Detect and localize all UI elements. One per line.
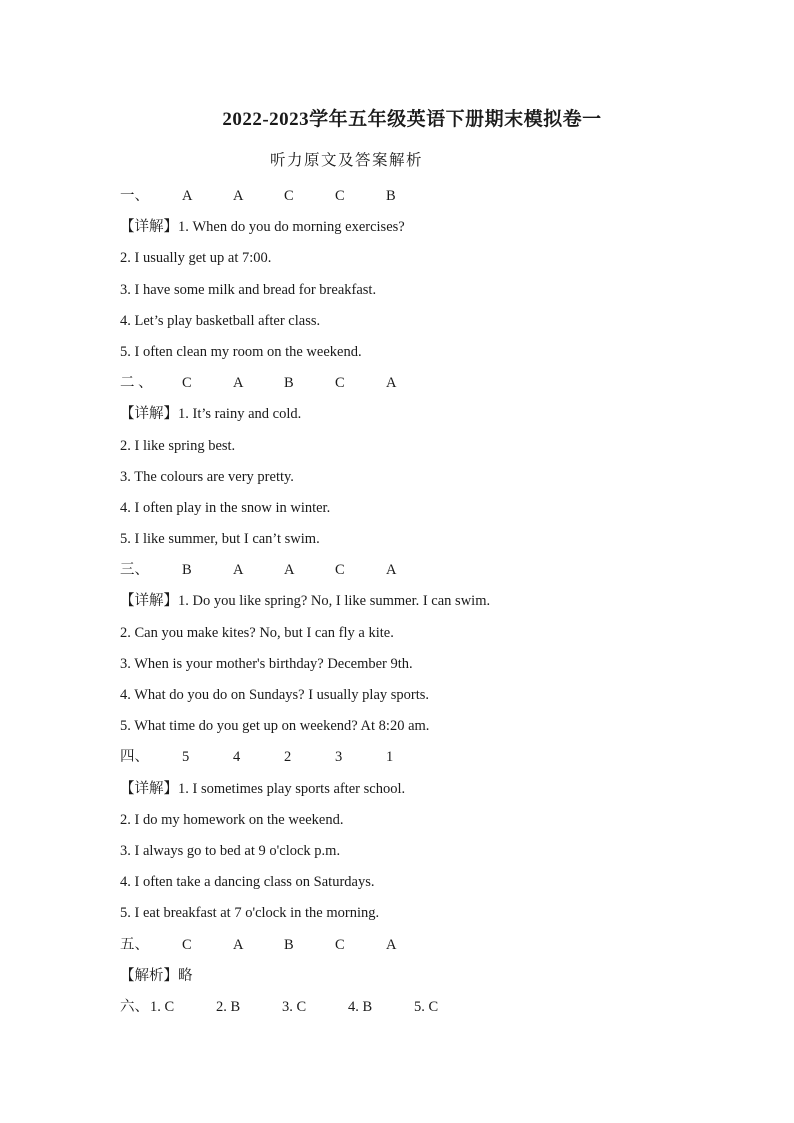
- answer-option: B: [284, 936, 294, 953]
- transcript-text: 4. I often play in the snow in winter.: [120, 499, 331, 516]
- transcript-text: 1. Do you like spring? No, I like summer. I can swim.: [178, 593, 491, 610]
- explanation-line: [120, 807, 740, 838]
- answer-option: C: [335, 562, 345, 579]
- answer-row: [120, 183, 740, 214]
- explanation-line: [120, 464, 740, 495]
- explanation-line: [120, 869, 740, 900]
- explanation-first-line: [120, 214, 740, 245]
- section-number: 六、: [120, 998, 149, 1015]
- transcript-text: 5. What time do you get up on weekend? At 8:20 am.: [120, 718, 430, 735]
- answer-option: 2: [284, 749, 292, 766]
- explanation-line: [120, 433, 740, 464]
- page-subtitle: 听力原文及答案解析: [270, 152, 424, 169]
- answer-option: C: [335, 375, 345, 392]
- explanation-label: 【详解】: [120, 406, 178, 423]
- answer-row: [120, 744, 740, 775]
- transcript-text: 5. I often clean my room on the weekend.: [120, 343, 362, 360]
- answer-item: 3. C: [282, 998, 307, 1015]
- transcript-text: 3. The colours are very pretty.: [120, 468, 294, 485]
- answer-item: 5. C: [414, 998, 439, 1015]
- answer-option: A: [233, 562, 244, 579]
- answer-row: [120, 370, 740, 401]
- answer-option: A: [284, 562, 295, 579]
- answer-row: [120, 932, 740, 963]
- transcript-text: 4. What do you do on Sundays? I usually play sports.: [120, 687, 430, 703]
- explanation-label: 【详解】: [120, 593, 178, 610]
- answer-option: B: [182, 562, 192, 579]
- transcript-text: 2. I do my homework on the weekend.: [120, 811, 344, 828]
- answer-option: B: [386, 188, 396, 204]
- section-number: 一、: [120, 188, 149, 204]
- answer-option: A: [233, 936, 244, 953]
- answer-option: 3: [335, 749, 343, 766]
- transcript-text: 2. Can you make kites? No, but I can fly a kite.: [120, 624, 394, 641]
- explanation-line: [120, 651, 740, 682]
- answer-option: 5: [182, 749, 190, 766]
- answer-option: A: [386, 562, 397, 579]
- transcript-text: 1. It’s rainy and cold.: [178, 406, 302, 423]
- answer-option: A: [386, 375, 397, 392]
- explanation-line: [120, 838, 740, 869]
- section-number: 五、: [120, 936, 149, 953]
- answer-option: 4: [233, 749, 241, 766]
- answer-item: 2. B: [216, 998, 241, 1015]
- answer-option: C: [335, 188, 345, 204]
- explanation-line: [120, 620, 740, 651]
- transcript-text: 略: [178, 967, 193, 984]
- transcript-text: 2. I usually get up at 7:00.: [120, 250, 272, 267]
- answer-option: A: [233, 188, 244, 204]
- explanation-line: [120, 900, 740, 931]
- explanation-first-line: [120, 776, 740, 807]
- explanation-first-line: [120, 588, 740, 619]
- transcript-text: 3. I always go to bed at 9 o'clock p.m.: [120, 842, 341, 859]
- explanation-line: [120, 682, 740, 713]
- explanation-first-line: [120, 963, 740, 994]
- answer-option: A: [386, 936, 397, 953]
- explanation-label: 【详解】: [120, 219, 178, 236]
- answer-option: A: [182, 188, 193, 204]
- transcript-text: 4. Let’s play basketball after class.: [120, 312, 321, 329]
- explanation-label: 【详解】: [120, 780, 178, 797]
- answer-item: 4. B: [348, 998, 373, 1015]
- answer-option: C: [182, 936, 192, 953]
- explanation-line: [120, 339, 740, 370]
- transcript-text: 3. I have some milk and bread for breakfast.: [120, 281, 377, 298]
- section-six-row: [120, 994, 740, 1025]
- answer-option: B: [284, 375, 294, 392]
- answer-option: 1: [386, 749, 394, 766]
- explanation-line: [120, 713, 740, 744]
- answer-option: C: [335, 936, 345, 953]
- section-number: 三、: [120, 562, 149, 579]
- transcript-text: 2. I like spring best.: [120, 437, 236, 454]
- answer-option: C: [284, 188, 294, 204]
- transcript-text: 3. When is your mother's birthday? December 9th.: [120, 655, 413, 672]
- explanation-line: [120, 277, 740, 308]
- transcript-text: 5. I like summer, but I can’t swim.: [120, 531, 320, 548]
- answer-option: A: [233, 375, 244, 392]
- explanation-first-line: [120, 401, 740, 432]
- explanation-line: [120, 245, 740, 276]
- section-number: 二 、: [120, 375, 153, 392]
- explanation-line: [120, 495, 740, 526]
- page-title: 2022-2023学年五年级英语下册期末模拟卷一: [222, 109, 602, 130]
- answer-row: [120, 557, 740, 588]
- explanation-line: [120, 526, 740, 557]
- answer-option: C: [182, 375, 192, 392]
- explanation-label: 【解析】: [120, 967, 178, 984]
- answer-key-body: [120, 183, 740, 1025]
- transcript-text: 4. I often take a dancing class on Saturdays.: [120, 874, 375, 891]
- explanation-line: [120, 308, 740, 339]
- transcript-text: 1. When do you do morning exercises?: [178, 219, 405, 236]
- answer-item: 1. C: [150, 998, 175, 1015]
- section-number: 四、: [120, 749, 149, 766]
- transcript-text: 5. I eat breakfast at 7 o'clock in the morning.: [120, 905, 380, 922]
- transcript-text: 1. I sometimes play sports after school.: [178, 780, 406, 797]
